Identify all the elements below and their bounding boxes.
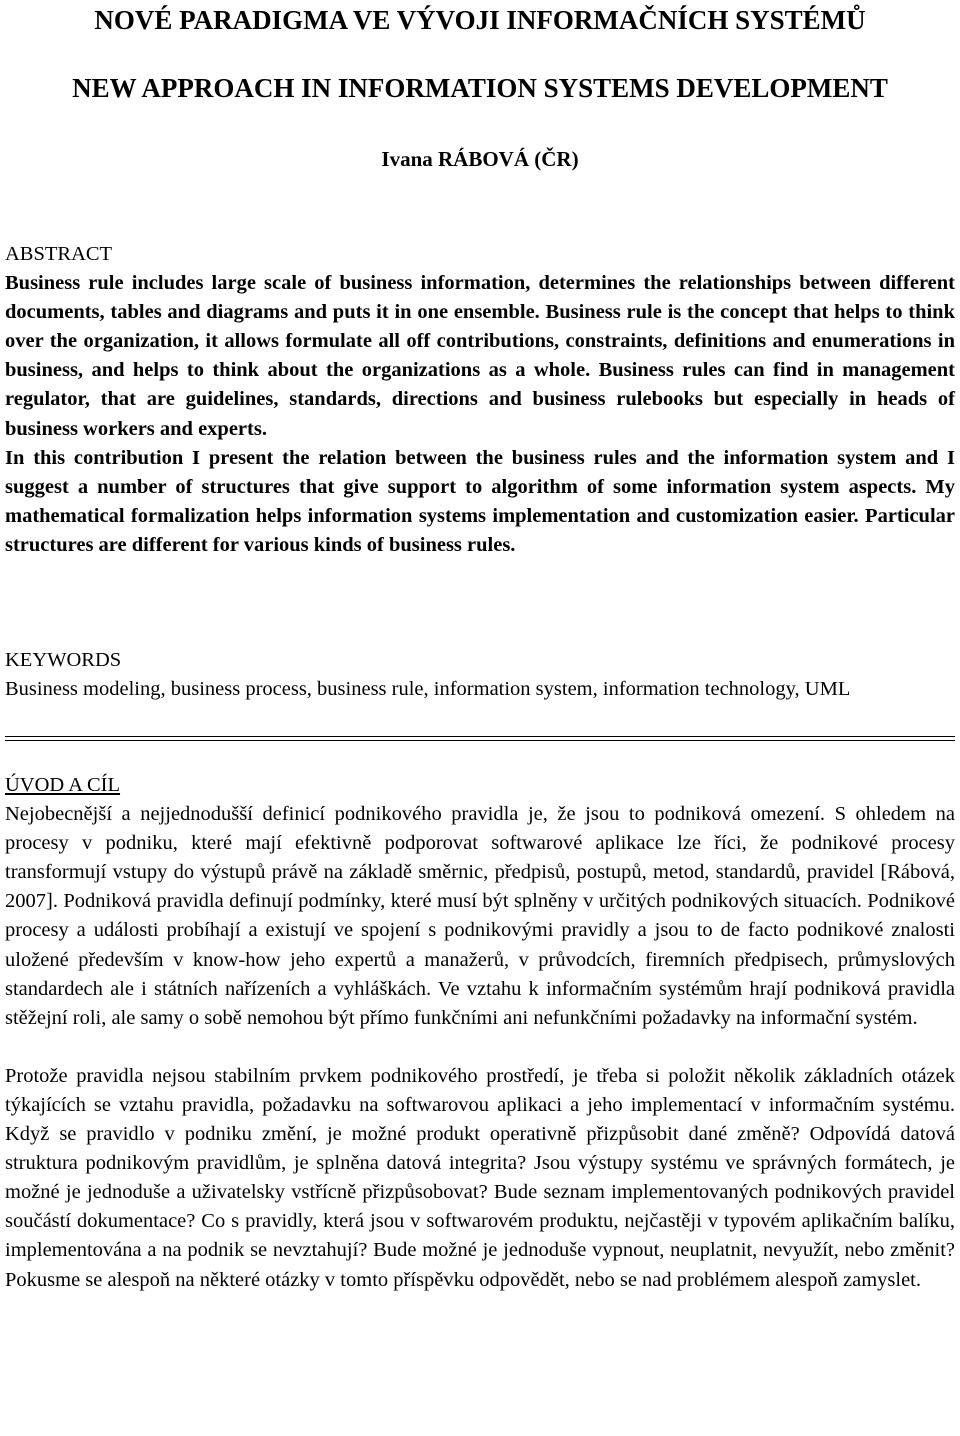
intro-section <box>5 771 955 1295</box>
intro-paragraph-1: Nejobecnější a nejjednodušší definicí podnikového pravidla je, že jsou to podniková omezení. S ohledem na procesy v podniku, které mají efektivně podporovat softwarové aplikace lze říci, že podnikové procesy transformují vstupy do výstupů právě na základě směrnic, předpisů, postupů, metod, standardů, pravidel [Rábová, 2007]. Podniková pravidla definují podmínky, které musí být splněny v určitých podnikových situacích. Podnikové procesy a události probíhají a existují ve spojení s podnikovými pravidly a jsou to de facto podnikové znalosti uložené především v know-how jeho expertů a manažerů, v průvodcích, firemních předpisech, průmyslových standardech ale i státních nařízeních a vyhláškách. Ve vztahu k informačním systémům hrají podniková pravidla stěžejní roli, ale samy o sobě nemohou být přímo funkčními ani nefunkčními požadavky na informační systém. <box>5 803 955 1029</box>
abstract-paragraph-1: Business rule includes large scale of business information, determines the relationships between different documents, tables and diagrams and puts it in one ensemble. Business rule is the concept that helps to think over the organization, it allows formulate all off contributions, constraints, definitions and enumerations in business, and helps to think about the organizations as a whole. Business rules can find in management regulator, that are guidelines, standards, directions and business rulebooks but especially in heads of business workers and experts. <box>5 272 955 440</box>
title-czech: NOVÉ PARADIGMA VE VÝVOJI INFORMAČNÍCH SYSTÉMŮ <box>94 5 866 35</box>
author-line: Ivana RÁBOVÁ (ČR) <box>381 147 579 171</box>
intro-paragraph-2: Protože pravidla nejsou stabilním prvkem podnikového prostředí, je třeba si položit několik základních otázek týkajících se vztahu pravidla, požadavku na softwarovou aplikaci a jeho implementací v informačním systému. Když se pravidlo v podniku změní, je možné produkt operativně přizpůsobit dané změně? Odpovídá datová struktura podnikovým pravidlům, je splněna datová integrita? Jsou výstupy systému ve správných formátech, je možné je jednoduše a uživatelsky vstřícně přizpůsobovat? Bude seznam implementovaných podnikových pravidel součástí dokumentace? Co s pravidly, která jsou v softwarovém produktu, nejčastěji v typovém aplikačním balíku, implementována a na podnik se nevztahují? Bude možné je jednoduše vypnout, neuplatnit, nevyužít, nebo změnit? Pokusme se alespoň na některé otázky v tomto příspěvku odpovědět, nebo se nad problémem alespoň zamyslet. <box>5 1064 955 1291</box>
double-divider-line <box>5 736 955 741</box>
title-english: NEW APPROACH IN INFORMATION SYSTEMS DEVELOPMENT <box>72 73 888 103</box>
abstract-heading: ABSTRACT <box>5 243 113 265</box>
intro-heading: ÚVOD A CÍL <box>5 774 121 796</box>
keywords-section <box>5 646 955 704</box>
keywords-heading: KEYWORDS <box>5 649 122 671</box>
keywords-text: Business modeling, business process, business rule, information system, information technology, UML <box>5 678 851 701</box>
abstract-section <box>5 240 955 560</box>
abstract-paragraph-2: In this contribution I present the relation between the business rules and the information system and I suggest a number of structures that give support to algorithm of some information system aspects. My mathematical formalization helps information systems implementation and customization easier. Particular structures are different for various kinds of business rules. <box>5 446 955 556</box>
